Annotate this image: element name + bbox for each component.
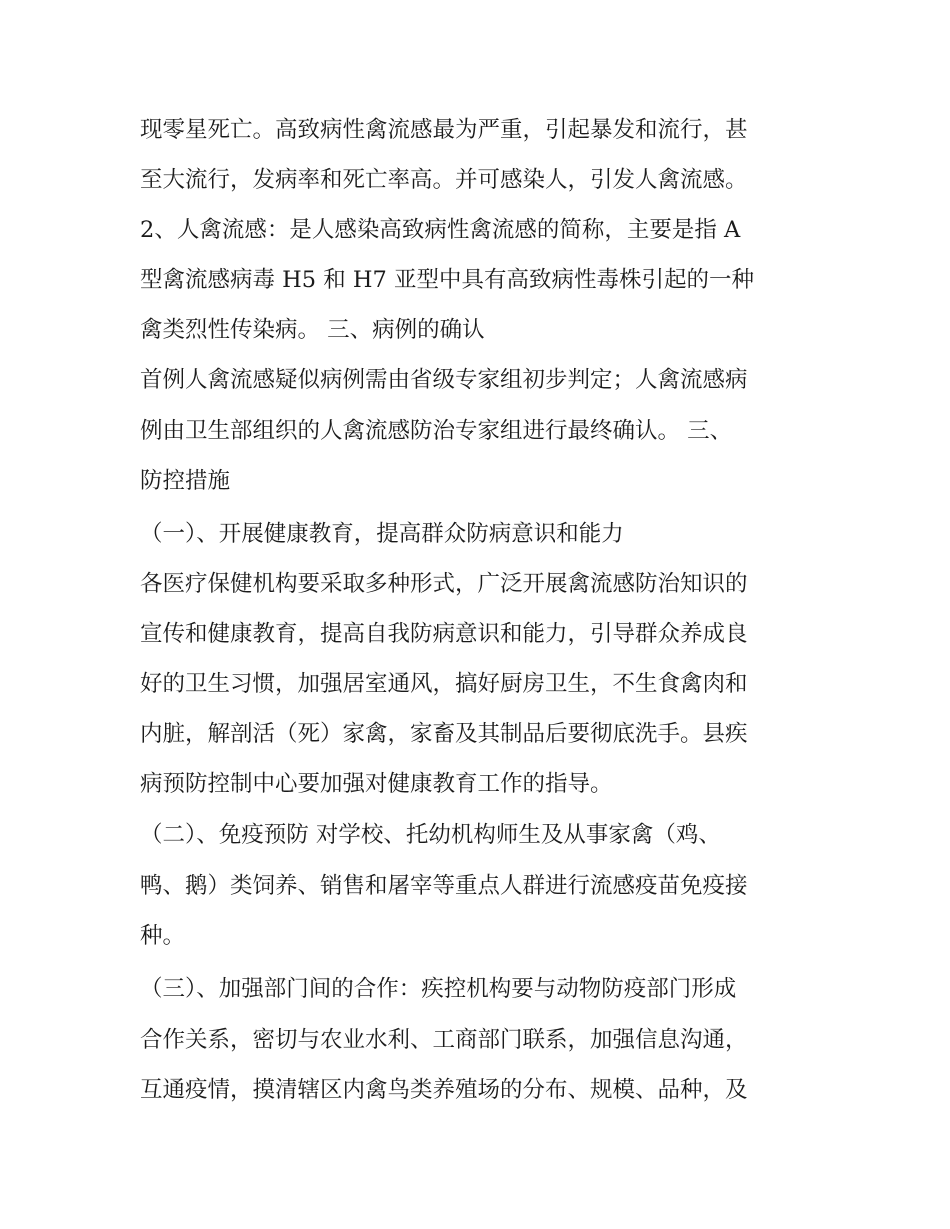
text-line: 至大流行，发病率和死亡率高。并可感染人，引发人禽流感。: [140, 167, 748, 193]
text-line: 合作关系，密切与农业水利、工商部门联系，加强信息沟通，: [140, 1027, 748, 1053]
text-line: 病预防控制中心要加强对健康教育工作的指导。: [140, 771, 613, 797]
text-line: 型禽流感病毒 H5 和 H7 亚型中具有高致病性毒株引起的一种: [140, 267, 754, 293]
text-line: 鸭、鹅）类饲养、销售和屠宰等重点人群进行流感疫苗免疫接: [140, 873, 748, 899]
section-heading: （三）、加强部门间的合作：疾控机构要与动物防疫部门形成: [140, 976, 737, 1002]
text-line: 禽类烈性传染病。 三、病例的确认: [140, 317, 485, 343]
text-line: 内脏，解剖活（死）家禽，家畜及其制品后要彻底洗手。县疾: [140, 721, 748, 747]
text-line: 各医疗保健机构要采取多种形式，广泛开展禽流感防治知识的: [140, 571, 748, 597]
text-line: 2、人禽流感：是人感染高致病性禽流感的简称，主要是指 A: [140, 217, 741, 243]
text-line: 现零星死亡。高致病性禽流感最为严重，引起暴发和流行，甚: [140, 117, 748, 143]
text-line: 种。: [140, 923, 186, 949]
text-line: 首例人禽流感疑似病例需由省级专家组初步判定；人禽流感病: [140, 367, 748, 393]
section-heading: （二）、免疫预防 对学校、托幼机构师生及从事家禽（鸡、: [140, 822, 721, 848]
text-line: 互通疫情，摸清辖区内禽鸟类养殖场的分布、规模、品种，及: [140, 1077, 748, 1103]
text-line: 例由卫生部组织的人禽流感防治专家组进行最终确认。 三、: [140, 418, 733, 444]
text-line: 好的卫生习惯，加强居室通风，搞好厨房卫生，不生食禽肉和: [140, 671, 748, 697]
text-line: 宣传和健康教育，提高自我防病意识和能力，引导群众养成良: [140, 621, 748, 647]
text-line: 防控措施: [140, 468, 231, 494]
section-heading: （一）、开展健康教育，提高群众防病意识和能力: [140, 521, 624, 547]
